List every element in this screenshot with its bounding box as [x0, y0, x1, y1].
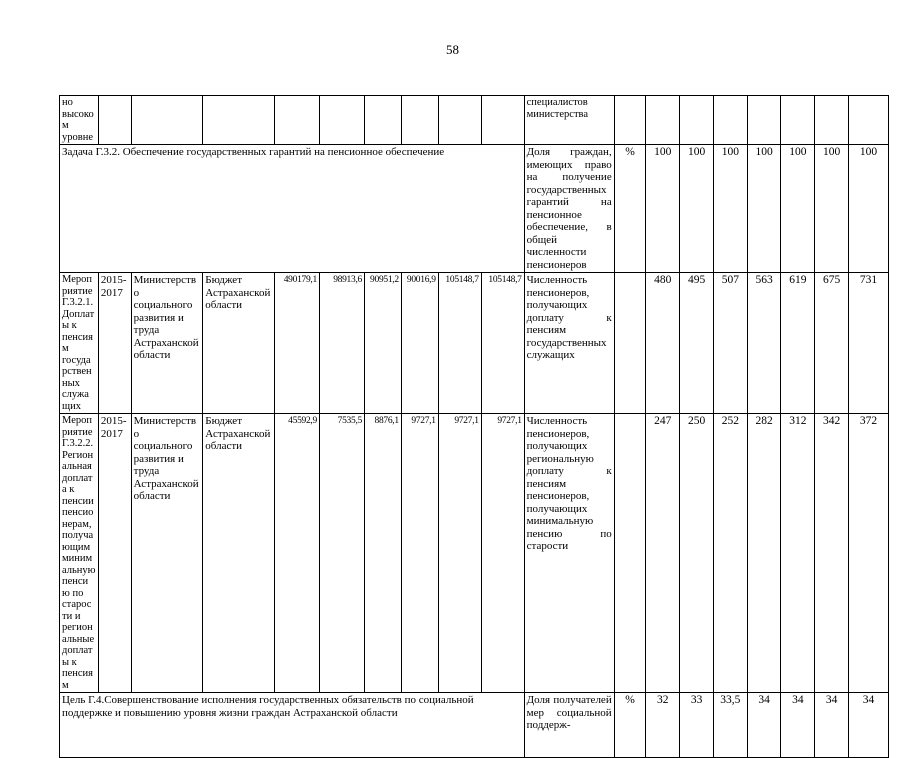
- cell-event-name: Мероприятие Г.3.2.2. Региональная доплата к пенсии пенсионерам, получающим минимальную пенсию по старости и региональные доплаты к пенсиям: [60, 414, 99, 693]
- cell-indicator: Доля граждан, имеющих право на получение государственных гарантий на пенсионное обеспечение, в общей численности пенсионеров: [524, 145, 614, 273]
- cell-source: Бюджет Астраханской области: [203, 273, 275, 414]
- cell-value: 619: [781, 273, 815, 414]
- cell-funding: 9727,1: [481, 414, 524, 693]
- table-row: [60, 96, 889, 145]
- cell-funding: 490179,1: [274, 273, 319, 414]
- cell-value: 372: [849, 414, 889, 693]
- cell-value: 100: [646, 145, 680, 273]
- cell-value: 507: [713, 273, 747, 414]
- cell-value: 563: [747, 273, 781, 414]
- cell-value: 33: [680, 693, 714, 758]
- cell-value: 34: [781, 693, 815, 758]
- cell-source: Бюджет Астраханской области: [203, 414, 275, 693]
- cell-unit: %: [614, 145, 646, 273]
- cell-unit: %: [614, 693, 646, 758]
- cell-unit: [614, 414, 646, 693]
- cell-value: 34: [815, 693, 849, 758]
- cell-funding: 9727,1: [401, 414, 438, 693]
- cell-unit: [614, 273, 646, 414]
- cell-indicator: Доля получателей мер социальной поддерж-: [524, 693, 614, 758]
- cell-value: 34: [849, 693, 889, 758]
- cell-value: 100: [781, 145, 815, 273]
- cell-indicator: Численность пенсионеров, получающих региональную доплату к пенсиям пенсионеров, получающих минимальную пенсию по старости: [524, 414, 614, 693]
- cell-value: 100: [849, 145, 889, 273]
- cell-value: 100: [815, 145, 849, 273]
- table-row: [60, 145, 889, 273]
- cell-funding: 105148,7: [481, 273, 524, 414]
- cell-value: 312: [781, 414, 815, 693]
- task-title: Задача Г.3.2. Обеспечение государственных гарантий на пенсионное обеспечение: [60, 145, 525, 273]
- cell-value: 731: [849, 273, 889, 414]
- cell-indicator: Численность пенсионеров, получающих доплату к пенсиям государственных служащих: [524, 273, 614, 414]
- goal-title: Цель Г.4.Совершенствование исполнения государственных обязательств по социальной поддержке и повышению уровня жизни граждан Астраханской области: [60, 693, 525, 758]
- cell-executor: Министерство социального развития и труда Астраханской области: [131, 273, 203, 414]
- cell-event-name: но высоком уровне: [60, 96, 99, 145]
- cell-value: 250: [680, 414, 714, 693]
- cell-value: 100: [713, 145, 747, 273]
- cell-funding: 105148,7: [438, 273, 481, 414]
- cell-value: 342: [815, 414, 849, 693]
- table-row: [60, 693, 889, 758]
- cell-value: 100: [680, 145, 714, 273]
- cell-value: 252: [713, 414, 747, 693]
- table-row: [60, 414, 889, 693]
- cell-period: 2015-2017: [98, 414, 131, 693]
- page-number: 58: [446, 42, 459, 57]
- cell-event-name: Мероприятие Г.3.2.1. Доплаты к пенсиям государственных служащих: [60, 273, 99, 414]
- cell-executor: Министерство социального развития и труда Астраханской области: [131, 414, 203, 693]
- cell-funding: 9727,1: [438, 414, 481, 693]
- cell-funding: 90951,2: [364, 273, 401, 414]
- cell-period: 2015-2017: [98, 273, 131, 414]
- cell-value: 247: [646, 414, 680, 693]
- cell-value: 33,5: [713, 693, 747, 758]
- cell-funding: 45592,9: [274, 414, 319, 693]
- cell-funding: 8876,1: [364, 414, 401, 693]
- cell-value: 675: [815, 273, 849, 414]
- cell-value: 32: [646, 693, 680, 758]
- cell-value: 495: [680, 273, 714, 414]
- cell-indicator: специалистов министерства: [524, 96, 614, 145]
- table-row: [60, 273, 889, 414]
- cell-value: 100: [747, 145, 781, 273]
- cell-funding: 90016,9: [401, 273, 438, 414]
- cell-funding: 7535,5: [319, 414, 364, 693]
- cell-funding: 98913,6: [319, 273, 364, 414]
- cell-value: 282: [747, 414, 781, 693]
- cell-value: 34: [747, 693, 781, 758]
- cell-value: 480: [646, 273, 680, 414]
- program-table: [59, 95, 889, 758]
